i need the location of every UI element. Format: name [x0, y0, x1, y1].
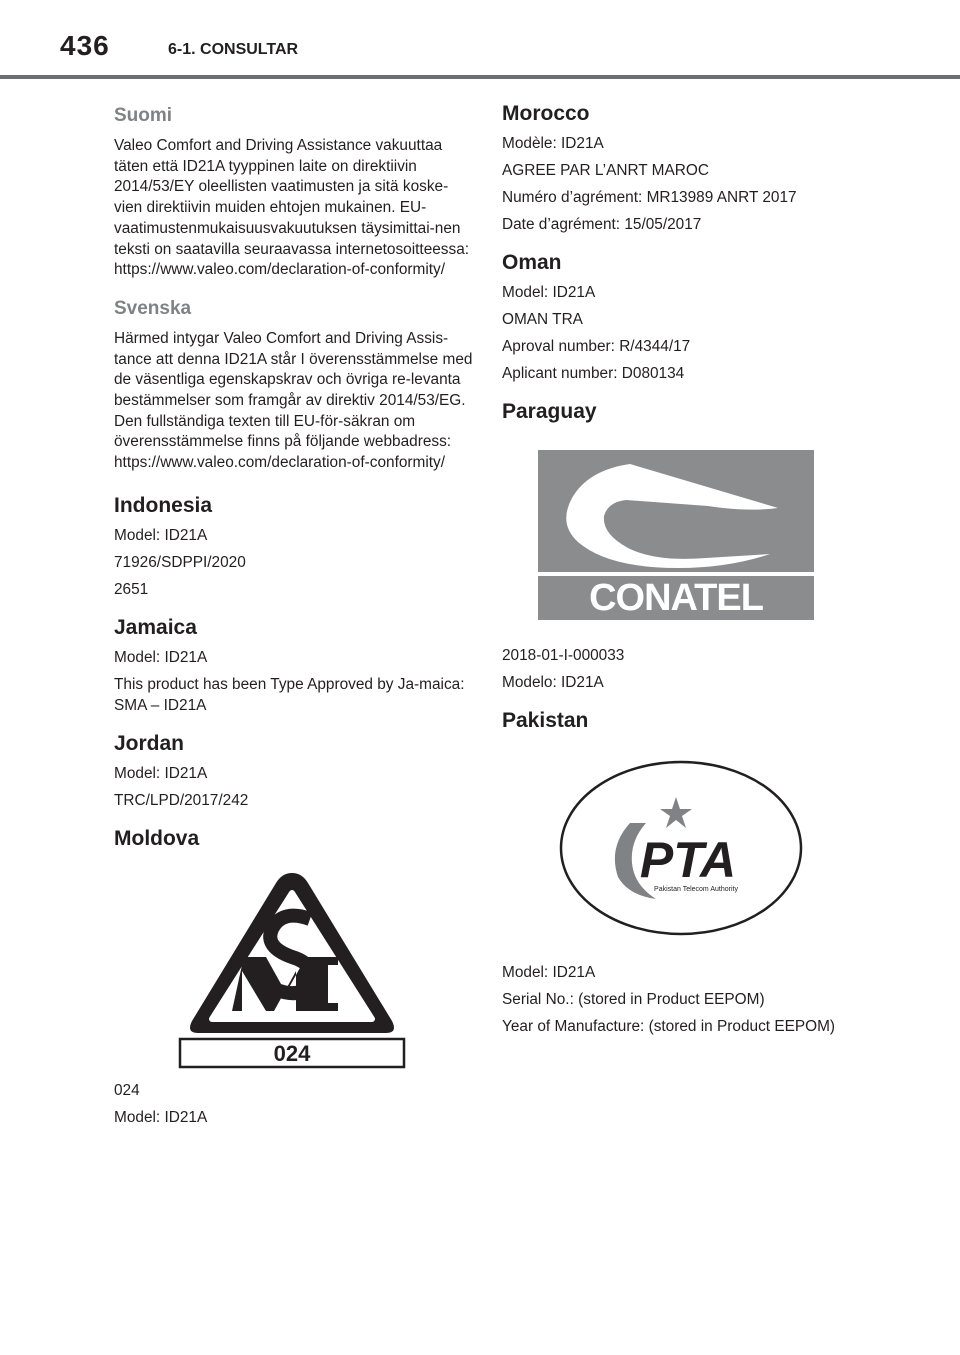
section-title: Paraguay: [502, 400, 597, 423]
section-line: Model: ID21A: [114, 1109, 208, 1127]
section-suomi: [114, 102, 474, 281]
section-title: Svenska: [114, 297, 192, 319]
section-line: Model: ID21A: [502, 964, 596, 981]
conatel-logo: [538, 450, 814, 620]
section-title: Morocco: [502, 102, 590, 125]
section-line: Model: ID21A: [114, 526, 208, 544]
section-line: Model: ID21A: [114, 765, 208, 783]
section-line: AGREE PAR L’ANRT MAROC: [502, 162, 709, 179]
section-line: TRC/LPD/2017/242: [114, 792, 249, 810]
section-title: Indonesia: [114, 493, 213, 517]
section-text: Valeo Comfort and Driving Assistance vakuuttaa täten että ID21A tyyppinen laite on direktiivin 2014/53/EY oleellisten vaatimusten ja sitä koske-vien direktiivin muiden ehtojen mukainen. EU-vaatimustenmukaisuusvakuutuksen täysimittai-nen teksti on saatavilla seuraavassa internetosoitteessa: https://www.valeo.com/declaration-of-conformity/: [114, 137, 470, 279]
section-jordan: [114, 730, 474, 811]
section-title: Jamaica: [114, 615, 197, 639]
header-divider: [0, 75, 960, 79]
section-title: Moldova: [114, 827, 200, 851]
moldova-sm-mark-logo: [162, 861, 422, 1071]
pta-logo-subtext: Pakistan Telecom Authority: [654, 886, 738, 893]
conatel-logo-text: CONATEL: [589, 577, 763, 619]
section-svenska: [114, 295, 474, 474]
pta-logo-text: PTA: [639, 832, 737, 888]
section-text: Härmed intygar Valeo Comfort and Driving Assis-tance att denna ID21A står I överensstämmelse med de väsentliga egenskapskrav och övriga re-levanta bestämmelser som framgår av direktiv 2014/53/EG. Den fullständiga texten till EU-för-säkran om överensstämmelse finns på följande webbadress: https://www.valeo.com/declaration-of-conformity/: [114, 329, 473, 472]
section-oman: [502, 249, 882, 384]
section-line: Numéro d’agrément: MR13989 ANRT 2017: [502, 189, 797, 206]
section-jamaica: [114, 614, 474, 716]
chapter-title: 6-1. CONSULTAR: [168, 41, 299, 58]
section-pakistan: [502, 707, 882, 1037]
section-line: 71926/SDPPI/2020: [114, 553, 246, 571]
page-number: 436: [60, 30, 110, 61]
section-line: Date d’agrément: 15/05/2017: [502, 216, 702, 233]
section-morocco: [502, 100, 882, 235]
section-line: Modèle: ID21A: [502, 135, 604, 152]
section-title: Oman: [502, 251, 562, 274]
section-line: Aproval number: R/4344/17: [502, 338, 691, 355]
section-title: Pakistan: [502, 709, 589, 732]
section-line: Model: ID21A: [114, 648, 208, 666]
section-line: Modelo: ID21A: [502, 674, 604, 691]
section-title: Jordan: [114, 732, 185, 756]
right-column: [502, 94, 882, 1057]
section-line: This product has been Type Approved by Ja-maica: SMA – ID21A: [114, 675, 465, 714]
section-line: Model: ID21A: [502, 284, 596, 301]
left-column: [114, 94, 474, 1148]
section-line: 2651: [114, 580, 149, 598]
section-line: 2018-01-I-000033: [502, 647, 625, 664]
section-line: OMAN TRA: [502, 311, 583, 328]
section-line: 024: [114, 1082, 140, 1100]
section-indonesia: [114, 492, 474, 600]
section-line: Year of Manufacture: (stored in Product EEPOM): [502, 1018, 836, 1035]
section-line: Serial No.: (stored in Product EEPOM): [502, 991, 765, 1008]
page-header: [0, 0, 960, 80]
section-moldova: [114, 825, 474, 1128]
section-line: Aplicant number: D080134: [502, 365, 685, 382]
pta-logo: [556, 757, 806, 939]
section-title: Suomi: [114, 105, 173, 126]
moldova-logo-code: 024: [273, 1041, 311, 1067]
section-paraguay: [502, 398, 882, 693]
